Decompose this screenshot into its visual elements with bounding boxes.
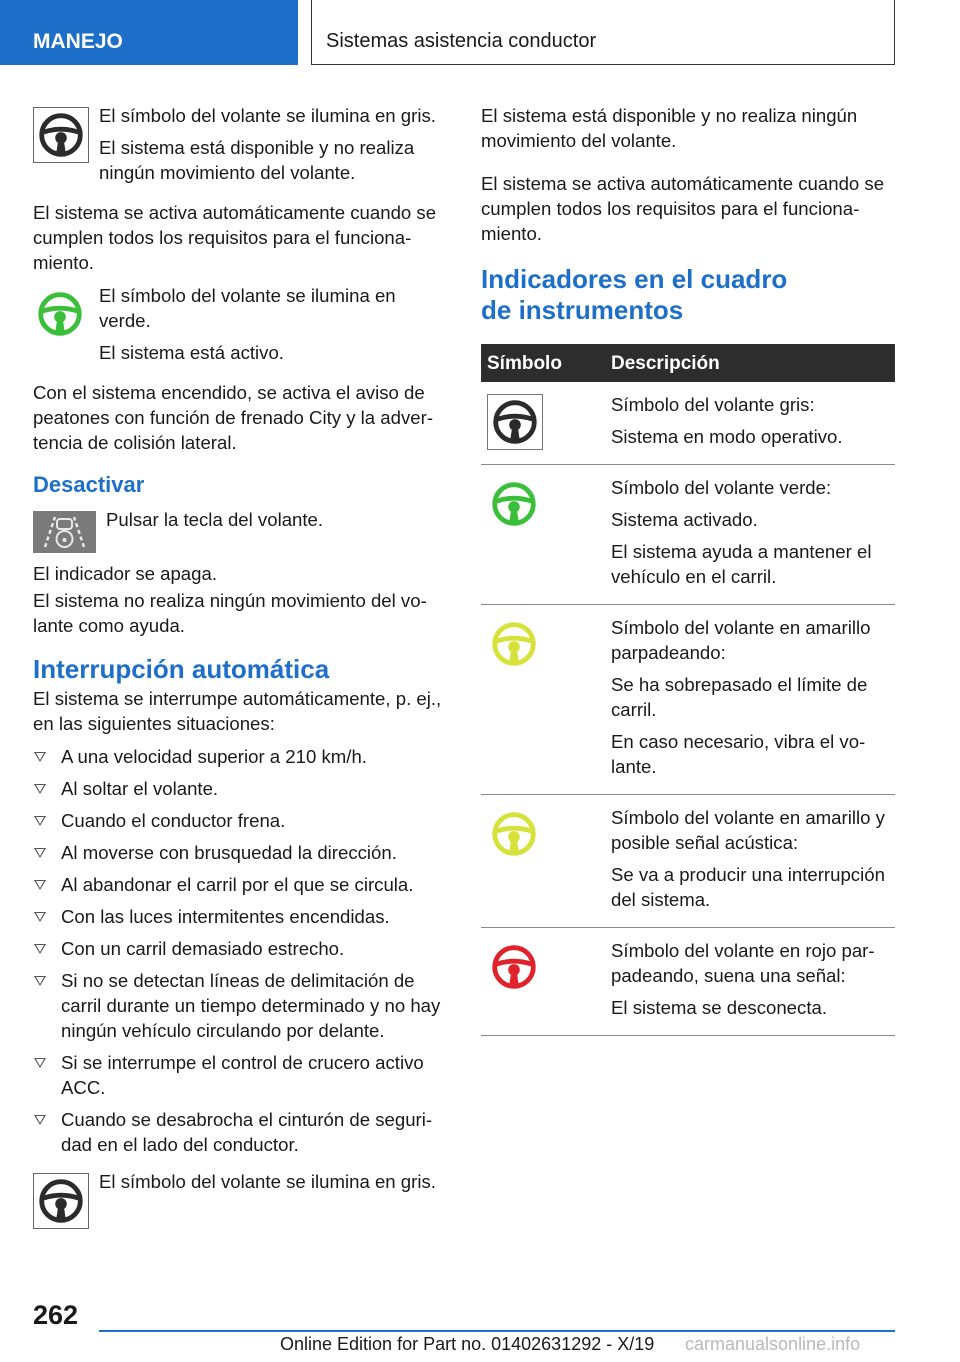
symbol-cell (481, 928, 605, 1036)
heading-desactivar: Desactivar (33, 472, 145, 497)
triangle-bullet-icon (34, 1058, 46, 1068)
steering-wheel-red-icon (487, 940, 543, 996)
paragraph: El sistema está disponible y no realiza ningún movimiento del volante. (99, 137, 415, 183)
list-item: A una velocidad superior a 210 km/h. (33, 744, 446, 769)
situation-list (33, 744, 446, 1157)
steering-wheel-gray-icon (487, 394, 543, 450)
paragraph: El sistema se interrumpe automáticamente, p. ej., en las siguientes situaciones: (33, 688, 442, 734)
list-item: Si no se detectan líneas de delimitación de carril durante un tiempo determinado y no hay ningún vehículo circulando por delante. (33, 968, 446, 1043)
button-text (106, 507, 323, 539)
triangle-bullet-icon (34, 848, 46, 858)
list-item: Cuando se desabrocha el cinturón de seguridad en el lado del conductor. (33, 1107, 446, 1157)
steering-wheel-yellow-icon (487, 617, 543, 673)
paragraph: El indicador se apaga. (33, 563, 217, 584)
right-column (481, 103, 895, 1036)
heading-indicadores: Indicadores en el cuadro de instrumentos (481, 264, 788, 325)
page-header (0, 0, 960, 66)
indicator-table (481, 344, 895, 1036)
triangle-bullet-icon (34, 976, 46, 986)
edition-note: Online Edition for Part no. 01402631292 - X/19 (280, 1334, 655, 1354)
paragraph: El sistema está disponible y no realiza ningún movimiento del volante. (481, 105, 858, 151)
table-row (481, 795, 895, 928)
list-item: Al moverse con brusquedad la dirección. (33, 840, 446, 865)
table-body (481, 382, 895, 1036)
steering-wheel-gray-icon (33, 1173, 89, 1229)
triangle-bullet-icon (34, 784, 46, 794)
paragraph: El símbolo del volante se ilumina en verde. (99, 285, 396, 331)
table-row (481, 382, 895, 465)
symbol-cell (481, 465, 605, 605)
description-cell: Símbolo del volante verde: Sistema activado. El sistema ayuda a mantener el vehículo en el carril. (605, 465, 895, 605)
column-header-description: Descripción (605, 344, 895, 382)
triangle-bullet-icon (34, 816, 46, 826)
paragraph: El sistema se activa automáticamente cuando se cumplen todos los requisitos para el funcionamiento. (481, 173, 885, 244)
symbol-cell (481, 382, 605, 465)
paragraph: Con el sistema encendido, se activa el aviso de peatones con función de frenado City y la advertencia de colisión lateral. (33, 382, 434, 453)
triangle-bullet-icon (34, 1115, 46, 1125)
list-item: Con las luces intermitentes encendidas. (33, 904, 446, 929)
gray-wheel-text (99, 103, 446, 192)
watermark: carmanualsonline.info (685, 1334, 861, 1354)
list-item: Con un carril demasiado estrecho. (33, 936, 446, 961)
paragraph: El sistema no realiza ningún movimiento del volante como ayuda. (33, 590, 427, 636)
steering-wheel-green-icon (33, 287, 89, 343)
description-cell: Símbolo del volante en rojo parpadeando, suena una señal: El sistema se desconecta. (605, 928, 895, 1036)
steering-wheel-gray-icon (33, 107, 89, 163)
paragraph: Pulsar la tecla del volante. (106, 509, 324, 530)
list-item: Cuando el conductor frena. (33, 808, 446, 833)
paragraph: El sistema está activo. (99, 342, 284, 363)
gray-wheel-row (33, 103, 446, 192)
description-cell: Símbolo del volante en amarillo y posible señal acústica: Se va a producir una interrupción del sistema. (605, 795, 895, 928)
table-row (481, 465, 895, 605)
symbol-cell (481, 795, 605, 928)
list-item: Si se interrumpe el control de crucero activo ACC. (33, 1050, 446, 1100)
chapter-title: Sistemas asistencia conductor (311, 0, 895, 65)
table-row (481, 605, 895, 795)
section-tab: MANEJO (0, 0, 298, 65)
lane-assist-button-icon (33, 511, 96, 553)
footer-divider (99, 1330, 895, 1332)
triangle-bullet-icon (34, 912, 46, 922)
triangle-bullet-icon (34, 752, 46, 762)
button-row (33, 507, 446, 553)
page-number: 262 (33, 1300, 79, 1330)
triangle-bullet-icon (34, 944, 46, 954)
paragraph: El símbolo del volante se ilumina en gris. (99, 105, 436, 126)
table-header-row (481, 344, 895, 382)
description-cell: Símbolo del volante en amarillo parpadeando: Se ha sobrepasado el límite de carril. En caso necesario, vibra el volante. (605, 605, 895, 795)
triangle-bullet-icon (34, 880, 46, 890)
paragraph: El sistema se activa automáticamente cuando se cumplen todos los requisitos para el funcionamiento. (33, 202, 437, 273)
description-cell: Símbolo del volante gris: Sistema en modo operativo. (605, 382, 895, 465)
list-item: Al abandonar el carril por el que se circula. (33, 872, 446, 897)
green-wheel-text (99, 283, 446, 372)
steering-wheel-green-icon (487, 477, 543, 533)
symbol-cell (481, 605, 605, 795)
column-header-symbol: Símbolo (481, 344, 605, 382)
heading-interrupcion: Interrupción automática (33, 654, 330, 684)
left-column (33, 103, 446, 1237)
steering-wheel-yellow-icon (487, 807, 543, 863)
paragraph: El símbolo del volante se ilumina en gris. (99, 1171, 436, 1192)
list-item: Al soltar el volante. (33, 776, 446, 801)
green-wheel-row (33, 283, 446, 372)
gray-wheel-row-2 (33, 1169, 446, 1229)
table-row (481, 928, 895, 1036)
gray-wheel-text (99, 1169, 436, 1201)
